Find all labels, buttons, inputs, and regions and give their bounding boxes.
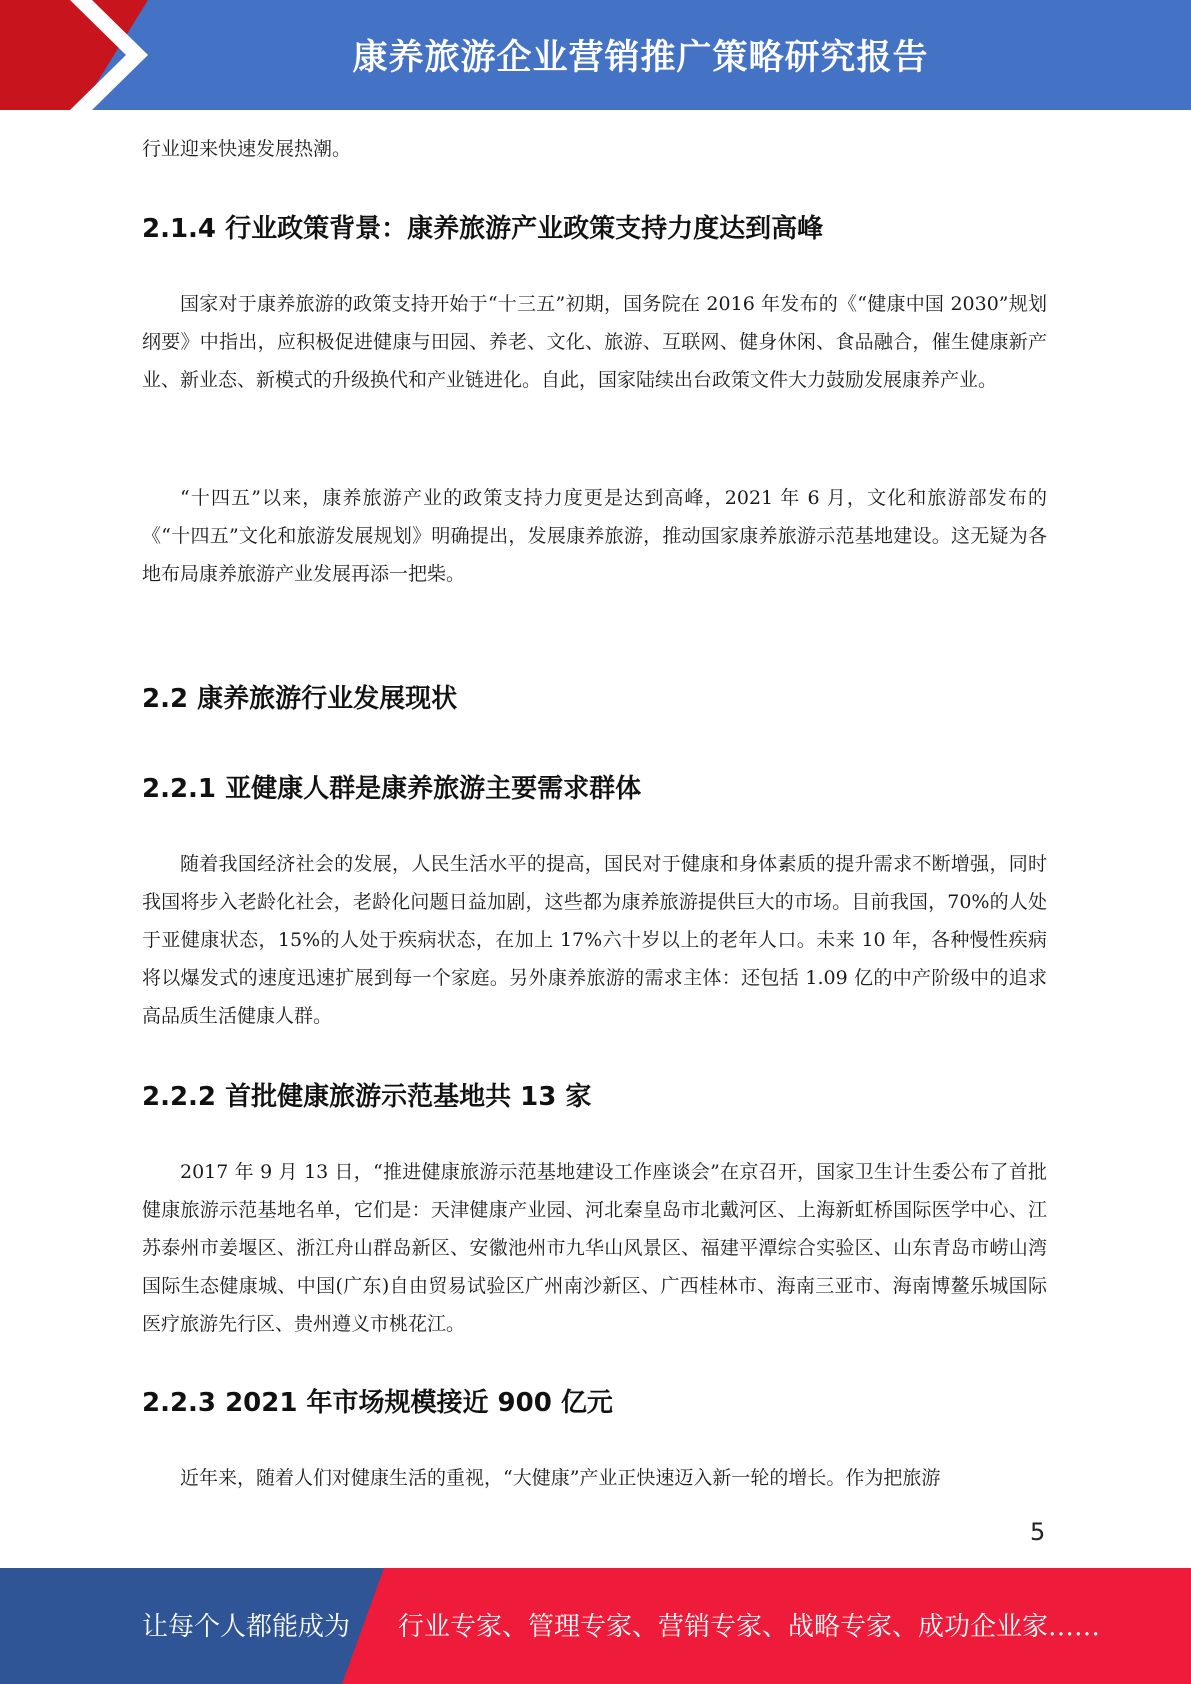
section-heading-2-1-4: 2.1.4 行业政策背景：康养旅游产业政策支持力度达到高峰 [142,214,824,244]
page-number: 5 [1030,1518,1046,1546]
page-footer [0,1568,1191,1684]
section-heading-2-2-3: 2.2.3 2021 年市场规模接近 900 亿元 [142,1388,613,1418]
footer-slogan-right: 行业专家、管理专家、营销专家、战略专家、成功企业家…… [398,1612,1101,1642]
paragraph-demonstration-bases: 2017 年 9 月 13 日，“推进健康旅游示范基地建设工作座谈会”在京召开，国家卫生计生委公布了首批健康旅游示范基地名单，它们是：天津健康产业园、河北秦皇岛市北戴河区、上海新虹桥国际医学中心、江苏泰州市姜堰区、浙江舟山群岛新区、安徽池州市九华山风景区、福建平潭综合实验区、山东青岛市崂山湾国际生态健康城、中国(广东)自由贸易试验区广州南沙新区、广西桂林市、海南三亚市、海南博鳌乐城国际医疗旅游先行区、贵州遵义市桃花江。 [142,1161,1047,1335]
section-heading-2-2-2: 2.2.2 首批健康旅游示范基地共 13 家 [142,1082,592,1112]
paragraph-market-size: 近年来，随着人们对健康生活的重视，“大健康”产业正快速迈入新一轮的增长。作为把旅游 [180,1467,941,1489]
section-heading-2-2-1: 2.2.1 亚健康人群是康养旅游主要需求群体 [142,774,642,804]
paragraph-subhealth-population: 随着我国经济社会的发展，人民生活水平的提高，国民对于健康和身体素质的提升需求不断增强，同时我国将步入老龄化社会，老龄化问题日益加剧，这些都为康养旅游提供巨大的市场。目前我国，70%的人处于亚健康状态，15%的人处于疾病状态，在加上 17%六十岁以上的老年人口。未来 10 年，各种慢性疾病将以爆发式的速度迅速扩展到每一个家庭。另外康养旅游的需求主体：还包括 1.09 亿的中产阶级中的追求高品质生活健康人群。 [142,853,1047,1027]
paragraph-continuation: 行业迎来快速发展热潮。 [142,138,352,160]
paragraph-policy-background: 国家对于康养旅游的政策支持开始于“十三五”初期，国务院在 2016 年发布的《“健康中国 2030”规划纲要》中指出，应积极促进健康与田园、养老、文化、旅游、互联网、健身休闲、食品融合，催生健康新产业、新业态、新模式的升级换代和产业链进化。自此，国家陆续出台政策文件大力鼓励发展康养产业。 [142,293,1047,391]
paragraph-14th-five-year: “十四五”以来，康养旅游产业的政策支持力度更是达到高峰，2021 年 6 月，文化和旅游部发布的《“十四五”文化和旅游发展规划》明确提出，发展康养旅游，推动国家康养旅游示范基地建设。这无疑为各地布局康养旅游产业发展再添一把柴。 [142,487,1047,585]
section-heading-2-2: 2.2 康养旅游行业发展现状 [142,684,458,714]
footer-slogan-left: 让每个人都能成为 [142,1612,351,1642]
report-title: 康养旅游企业营销推广策略研究报告 [352,38,929,78]
page-header [0,0,1191,110]
